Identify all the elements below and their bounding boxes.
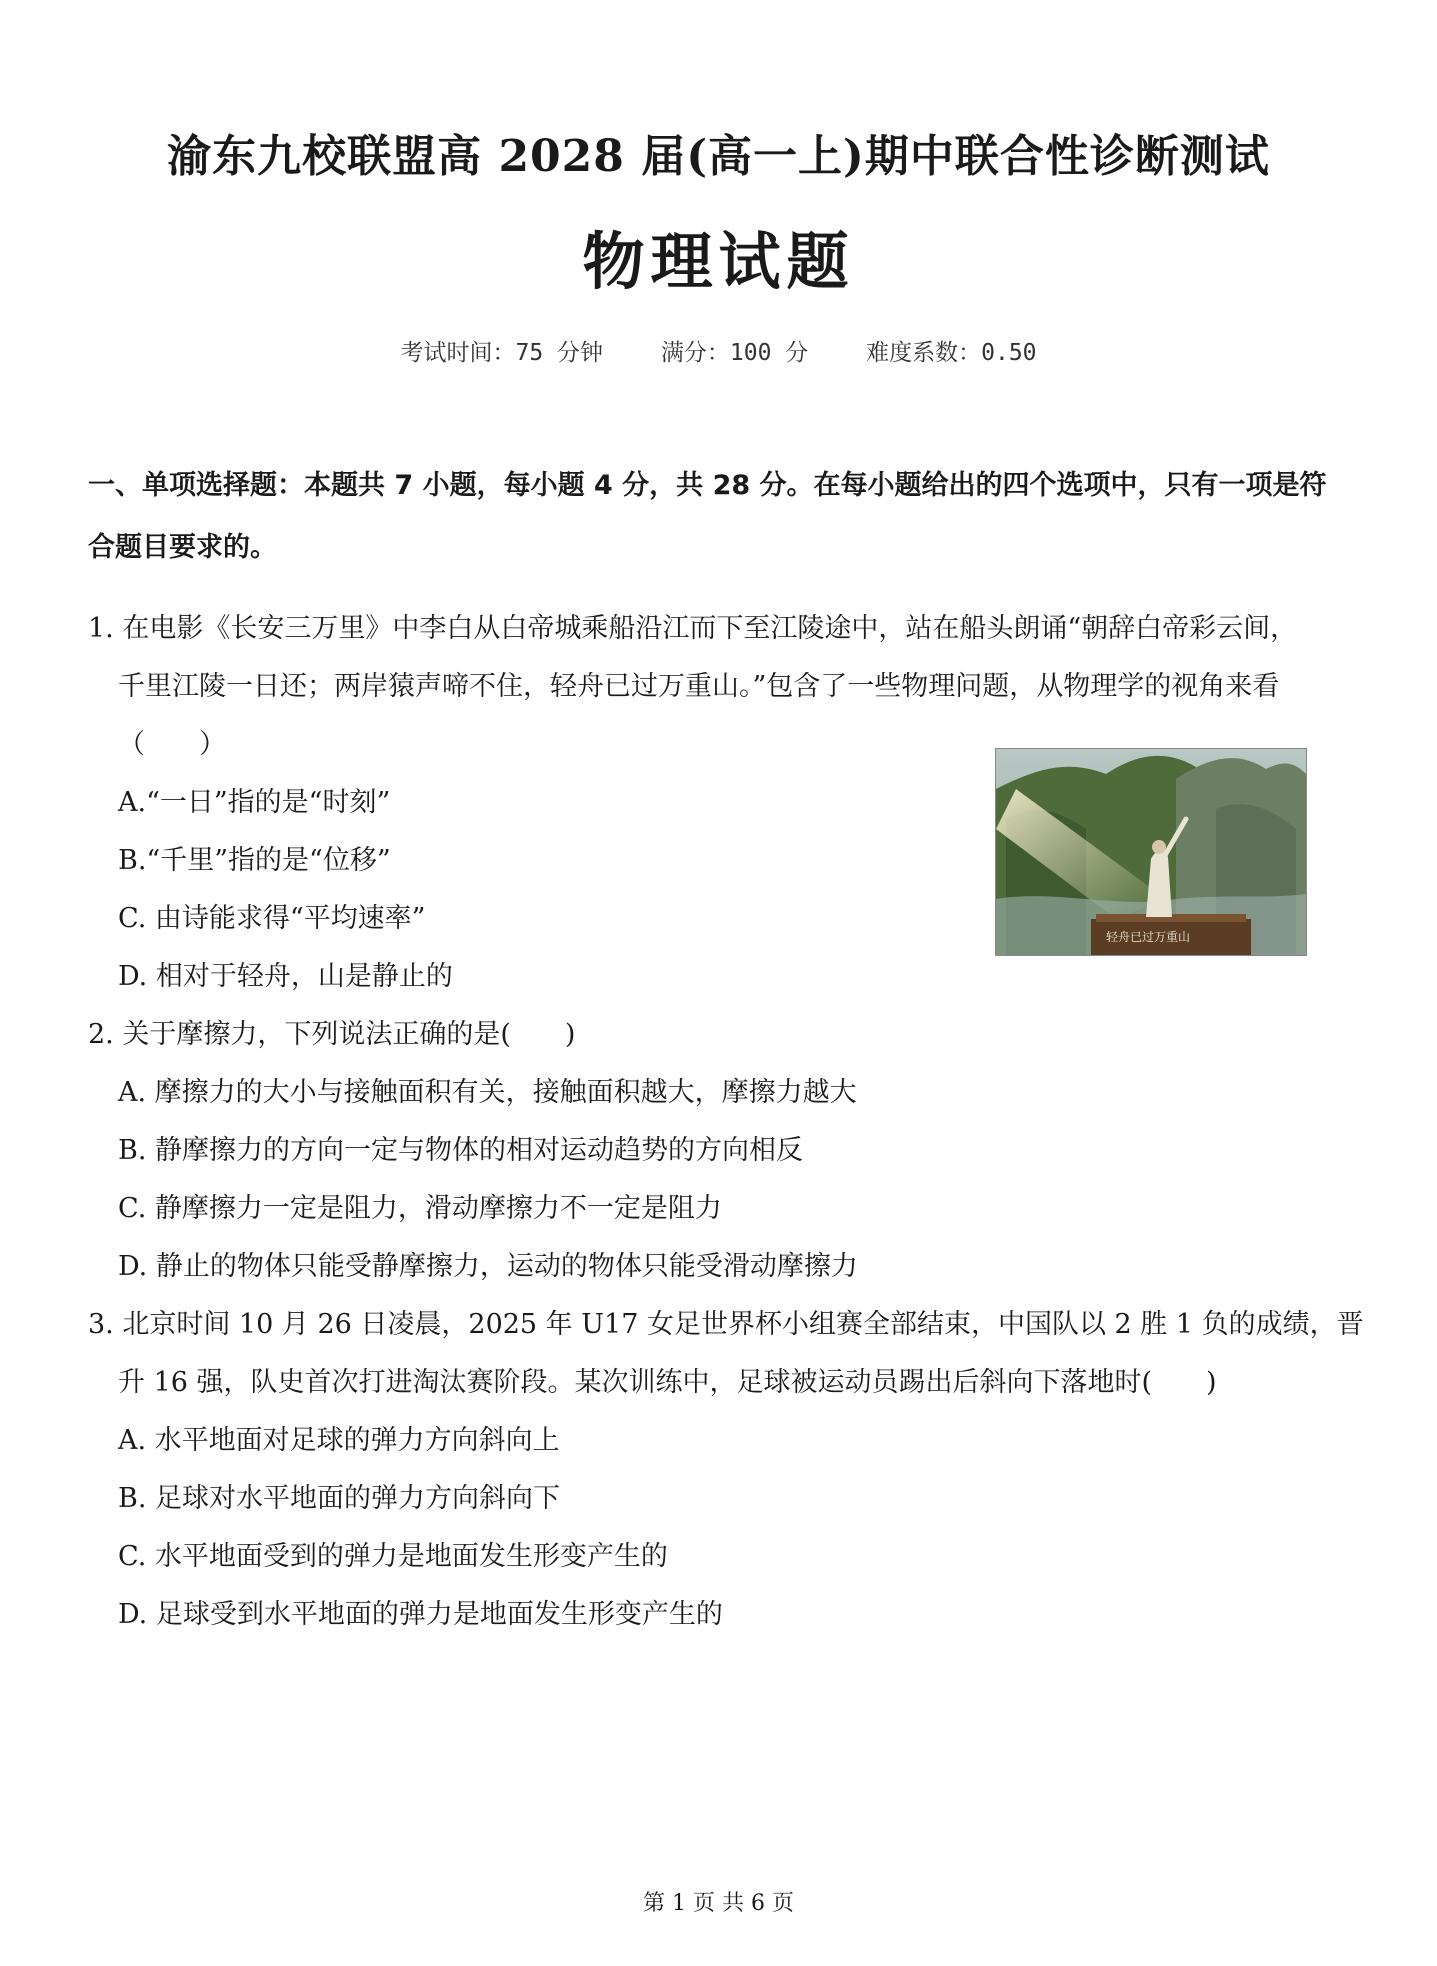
section-heading-line2: 合题目要求的。 [88,532,277,563]
figure-caption: 轻舟已过万重山 [1106,930,1191,944]
question-1-line-1: 1. 在电影《长安三万里》中李白从白帝城乘船沿江而下至江陵途中，站在船头朗诵“朝辞白帝彩云间， [88,613,1298,644]
question-3-option-b: B. 足球对水平地面的弹力方向斜向下 [118,1483,561,1514]
question-3-option-c: C. 水平地面受到的弹力是地面发生形变产生的 [118,1541,668,1572]
question-3-option-d: D. 足球受到水平地面的弹力是地面发生形变产生的 [118,1599,723,1630]
question-1-line-3: （ ） [118,729,226,760]
movie-still-image [996,749,1306,955]
question-2-line-1: 2. 关于摩擦力，下列说法正确的是( ) [88,1019,576,1050]
difficulty: 难度系数：0.50 [866,340,1037,366]
question-1-line-2: 千里江陵一日还；两岸猿声啼不住，轻舟已过万重山。”包含了一些物理问题，从物理学的视角来看 [118,671,1280,702]
question-1-option-c: C. 由诗能求得“平均速率” [118,903,426,934]
subject-title: 物理试题 [582,225,855,298]
question-2-option-b: B. 静摩擦力的方向一定与物体的相对运动趋势的方向相反 [118,1135,804,1166]
question-1-figure [995,748,1307,956]
question-1-option-a: A.“一日”指的是“时刻” [118,787,391,818]
exam-meta [0,334,1437,367]
page-number: 第 1 页 共 6 页 [643,1891,794,1916]
question-3-option-a: A. 水平地面对足球的弹力方向斜向上 [118,1425,560,1456]
exam-title: 渝东九校联盟高 2028 届(高一上)期中联合性诊断测试 [167,131,1270,182]
question-2-option-d: D. 静止的物体只能受静摩擦力，运动的物体只能受滑动摩擦力 [118,1251,858,1282]
question-2-option-c: C. 静摩擦力一定是阻力，滑动摩擦力不一定是阻力 [118,1193,722,1224]
question-2-option-a: A. 摩擦力的大小与接触面积有关，接触面积越大，摩擦力越大 [118,1077,857,1108]
exam-time: 考试时间：75 分钟 [400,340,604,366]
full-score: 满分：100 分 [660,340,809,366]
question-1-option-b: B.“千里”指的是“位移” [118,845,391,876]
section-heading [88,455,1358,579]
section-heading-line1: 一、单项选择题：本题共 7 小题，每小题 4 分，共 28 分。在每小题给出的四个选项中，只有一项是符 [88,470,1327,501]
question-1-option-d: D. 相对于轻舟，山是静止的 [118,961,453,992]
question-3-line-2: 升 16 强，队史首次打进淘汰赛阶段。某次训练中，足球被运动员踢出后斜向下落地时( ) [118,1367,1217,1398]
question-3-line-1: 3. 北京时间 10 月 26 日凌晨，2025 年 U17 女足世界杯小组赛全部结束，中国队以 2 胜 1 负的成绩，晋 [88,1309,1364,1340]
